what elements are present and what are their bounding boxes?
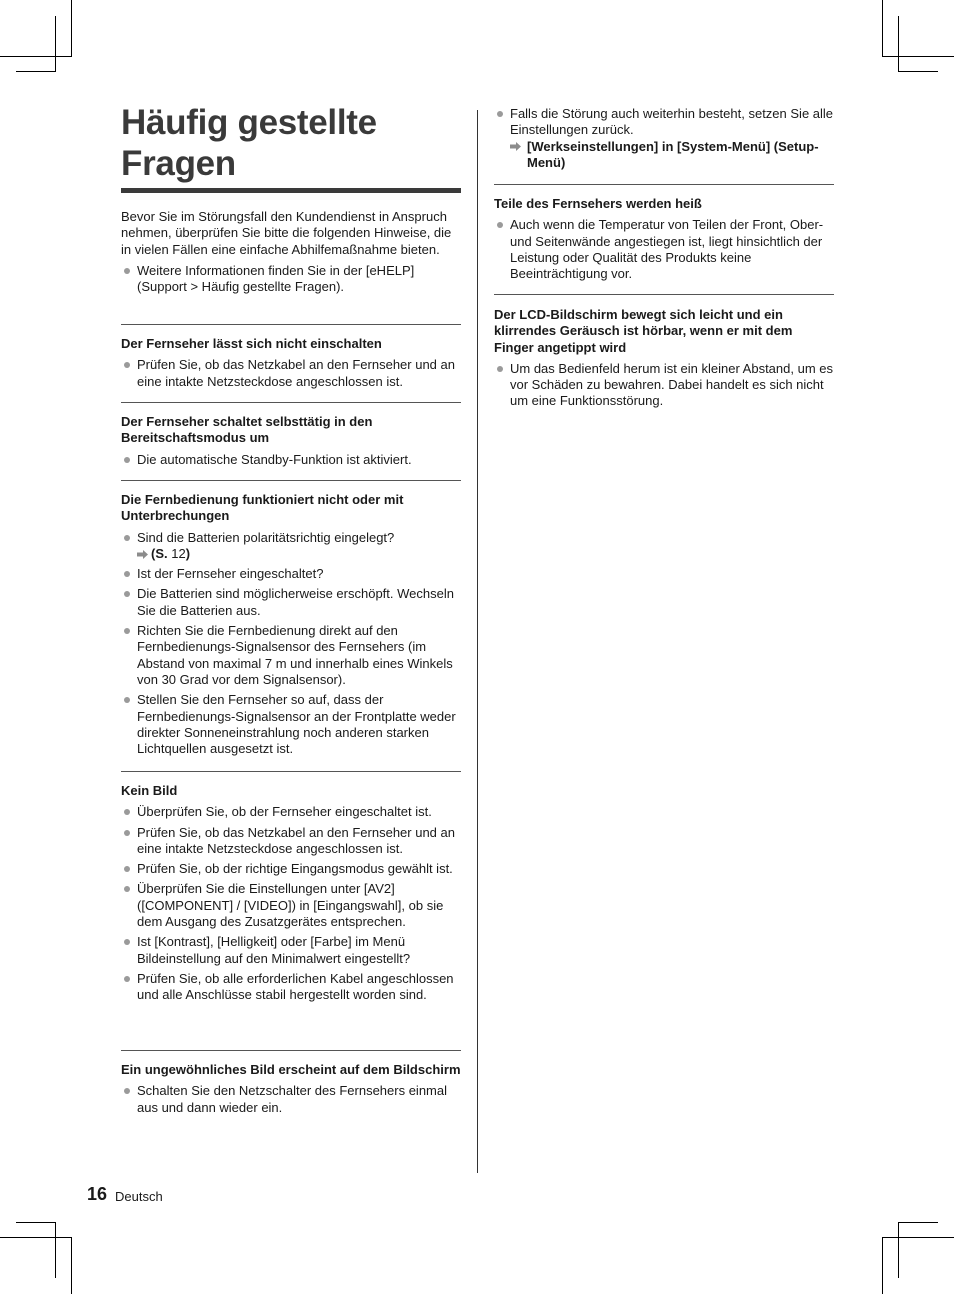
list-item: Schalten Sie den Netzschalter des Fernsehers einmal aus und dann wieder ein. [121,1083,461,1116]
crop-mark [882,0,883,57]
bullet-icon [124,628,130,634]
section-divider [494,184,834,185]
faq-section [121,414,461,468]
section-divider [121,324,461,325]
bullet-icon [124,571,130,577]
crop-mark [71,1237,72,1294]
faq-section [494,196,834,282]
crop-mark [882,1237,954,1238]
list-item: Weitere Informationen finden Sie in der [eHELP] (Support > Häufig gestellte Fragen). [121,263,461,296]
faq-section [121,1062,461,1116]
section-title: Teile des Fernsehers werden heiß [494,196,702,211]
section-title: Der Fernseher schaltet selbsttätig in den Bereitschaftsmodus um [121,414,373,446]
section-title: Ein ungewöhnliches Bild erscheint auf dem Bildschirm [121,1062,461,1077]
crop-mark [55,1222,56,1278]
crop-mark [882,1237,883,1294]
bullet-icon [124,939,130,945]
section-divider [121,1050,461,1051]
bullet-icon [124,1088,130,1094]
arrow-right-icon [137,550,148,559]
list-item: Überprüfen Sie die Einstellungen unter [AV2] ([COMPONENT] / [VIDEO]) in [Eingangswahl], ob sie dem Ausgang des Zusatzgerätes entsprechen. [121,881,461,930]
crop-mark [71,0,72,57]
crop-mark [898,16,899,72]
bullet-icon [497,366,503,372]
crop-mark [0,1237,72,1238]
bullet-icon [124,535,130,541]
bullet-icon [497,222,503,228]
list-item: Auch wenn die Temperatur von Teilen der Front, Ober- und Seitenwände angestiegen ist, liegt hinsichtlich der Leistung oder Qualität des Produkts keine Beeinträchtigung vor. [494,217,834,282]
crop-mark [898,1222,899,1278]
title-rule [121,188,461,193]
list-item: Richten Sie die Fernbedienung direkt auf den Fernbedienungs-Signalsensor des Fernsehers (im Abstand von maximal 7 m und innerhalb eines Winkels von 30 Grad vor dem Signalsensor). [121,623,461,688]
crop-mark [55,16,56,72]
section-divider [121,480,461,481]
page-number: 16 [87,1184,108,1204]
column-divider [477,110,478,1173]
bullet-icon [124,457,130,463]
crop-mark [16,1222,56,1223]
list-item: Prüfen Sie, ob das Netzkabel an den Fernseher und an eine intakte Netzsteckdose angeschlossen ist. [121,825,461,858]
list-item: Um das Bedienfeld herum ist ein kleiner Abstand, um es vor Schäden zu bewahren. Dabei handelt es sich nicht um eine Funktionsstörung. [494,361,834,410]
bullet-icon [124,866,130,872]
bullet-icon [124,362,130,368]
bullet-icon [124,591,130,597]
page-title-line: Fragen [121,144,236,183]
list-item: Falls die Störung auch weiterhin besteht, setzen Sie alle Einstellungen zurück. [Werkseinstellungen] in [System-Menü] (Setup-Menü) [494,106,834,171]
list-item: Ist [Kontrast], [Helligkeit] oder [Farbe] im Menü Bildeinstellung auf den Minimalwert eingestellt? [121,934,461,967]
list-item: Überprüfen Sie, ob der Fernseher eingeschaltet ist. [121,804,461,820]
bullet-icon [124,886,130,892]
list-item: Stellen Sie den Fernseher so auf, dass der Fernbedienungs-Signalsensor an der Frontplatte weder direkter Sonneneinstrahlung noch anderen starken Lichtquellen ausgesetzt ist. [121,692,461,757]
intro [121,209,461,295]
list-item: Prüfen Sie, ob alle erforderlichen Kabel angeschlossen und alle Anschlüsse stabil hergestellt worden sind. [121,971,461,1004]
section-title: Der LCD-Bildschirm bewegt sich leicht und ein klirrendes Geräusch ist hörbar, wenn er mit dem Finger angetippt wird [494,307,793,355]
section-title: Der Fernseher lässt sich nicht einschalten [121,336,382,351]
list-item: Sind die Batterien polaritätsrichtig eingelegt? (S. 12) [121,530,461,563]
section-title: Die Fernbedienung funktioniert nicht oder mit Unterbrechungen [121,492,404,524]
crop-mark [898,1222,938,1223]
section-divider [121,402,461,403]
crop-mark [0,56,72,57]
crop-mark [898,71,938,72]
crop-mark [882,56,954,57]
faq-section [494,307,834,410]
faq-section [121,492,461,757]
intro-text: Bevor Sie im Störungsfall den Kundendienst in Anspruch nehmen, überprüfen Sie bitte die folgenden Hinweise, die in vielen Fällen eine einfache Abhilfemaßnahme bieten. [121,209,452,257]
bullet-icon [124,268,130,274]
faq-continuation [494,106,834,171]
crop-mark [16,71,56,72]
faq-section [121,336,461,390]
settings-reference[interactable]: [Werkseinstellungen] in [System-Menü] (Setup-Menü) [510,139,834,172]
list-item: Prüfen Sie, ob das Netzkabel an den Fernseher und an eine intakte Netzsteckdose angeschlossen ist. [121,357,461,390]
arrow-right-icon [510,142,521,151]
section-divider [494,294,834,295]
bullet-icon [124,830,130,836]
bullet-icon [124,809,130,815]
page-language: Deutsch [115,1189,163,1204]
bullet-icon [124,976,130,982]
page-title-line: Häufig gestellte [121,103,377,142]
list-item: Die Batterien sind möglicherweise erschöpft. Wechseln Sie die Batterien aus. [121,586,461,619]
section-title: Kein Bild [121,783,178,798]
section-divider [121,771,461,772]
bullet-icon [497,111,503,117]
list-item: Ist der Fernseher eingeschaltet? [121,566,461,582]
list-item: Die automatische Standby-Funktion ist aktiviert. [121,452,461,468]
page-title [121,102,466,184]
page-reference[interactable]: (S. 12) [151,545,191,561]
bullet-icon [124,697,130,703]
list-item: Prüfen Sie, ob der richtige Eingangsmodus gewählt ist. [121,861,461,877]
faq-section [121,783,461,1004]
